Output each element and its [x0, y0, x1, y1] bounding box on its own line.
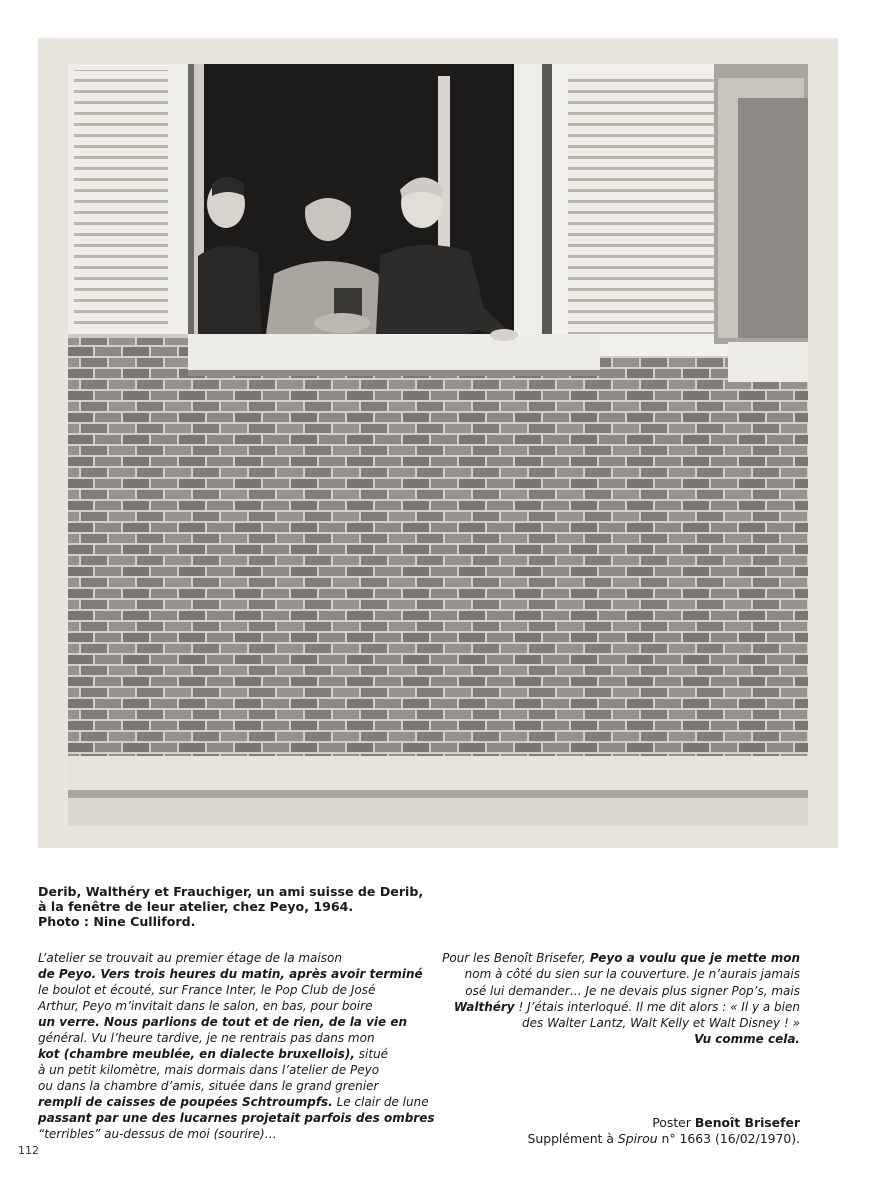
poster-label: Poster — [652, 1115, 695, 1130]
text-span: Pour les Benoît Brisefer, — [442, 951, 586, 965]
text-line — [38, 966, 423, 982]
text-bold: de Peyo. — [38, 967, 97, 981]
text-line: Vu comme cela. — [694, 1032, 800, 1047]
text-line: à un petit kilomètre, mais dormais dans l’atelier de Peyo — [38, 1063, 380, 1077]
photo — [38, 38, 838, 848]
text-line — [38, 1014, 418, 1030]
caption-line: à la fenêtre de leur atelier, chez Peyo, 1964. — [38, 899, 354, 914]
text-bold: Peyo a voulu que je mette mon — [585, 951, 800, 965]
text-line: L’atelier se trouvait au premier étage de la maison — [38, 951, 342, 965]
caption-line: Derib, Walthéry et Frauchiger, un ami suisse de Derib, — [38, 884, 424, 899]
credit-line — [527, 1131, 800, 1147]
magazine-name: Spirou — [617, 1131, 658, 1146]
text-line — [38, 1094, 429, 1110]
text-bold: rempli de caisses de poupées Schtroumpfs. — [38, 1095, 333, 1109]
text-line: Arthur, Peyo m’invitait dans le salon, en bas, pour boire — [38, 999, 373, 1013]
text-line: le boulot et écouté, sur France Inter, le Pop Club de José — [38, 983, 376, 997]
text-line — [38, 1046, 418, 1062]
text-line: général. Vu l’heure tardive, je ne rentrais pas dans mon — [38, 1031, 375, 1045]
issue-info: n° 1663 (16/02/1970). — [657, 1131, 800, 1146]
text-bold: Nous parlions de tout et de rien, — [99, 1015, 325, 1029]
text-line — [420, 950, 800, 966]
text-line: des Walter Lantz, Walt Kelly et Walt Disney ! » — [522, 1016, 800, 1031]
page-number: 112 — [18, 1144, 39, 1157]
text-line: ou dans la chambre d’amis, située dans le grand grenier — [38, 1079, 379, 1093]
photo-caption — [38, 884, 424, 929]
text-bold: Walthéry — [453, 999, 515, 1014]
text-line: “terribles” au-dessus de moi (sourire)… — [38, 1127, 277, 1141]
left-quote — [38, 950, 435, 1142]
text-bold: après avoir terminé — [284, 967, 423, 981]
text-span: ! J’étais interloqué. Il me dit alors : « Il y a bien — [514, 999, 800, 1014]
text-line: osé lui demander… Je ne devais plus signer Pop’s, mais — [465, 983, 800, 998]
poster-title: Benoît Brisefer — [694, 1115, 800, 1130]
right-quote — [420, 950, 800, 1048]
text-span: Le clair de lune — [332, 1095, 429, 1109]
text-line — [420, 999, 800, 1015]
photo-illustration — [38, 38, 838, 848]
credit-line — [527, 1115, 800, 1131]
text-bold: un verre. — [38, 1015, 100, 1029]
text-line: passant par une des lucarnes projetait parfois des ombres — [38, 1111, 435, 1125]
caption-line: Photo : Nine Culliford. — [38, 914, 196, 929]
poster-credit — [527, 1115, 800, 1147]
text-bold: kot (chambre meublée, en dialecte bruxellois), — [38, 1047, 355, 1061]
text-line: nom à côté du sien sur la couverture. Je n’aurais jamais — [464, 967, 800, 982]
text-bold: Vers trois heures du matin, — [96, 967, 285, 981]
text-bold: de la vie en — [324, 1015, 408, 1029]
supplement-label: Supplément à — [527, 1131, 618, 1146]
text-span: situé — [354, 1047, 389, 1061]
